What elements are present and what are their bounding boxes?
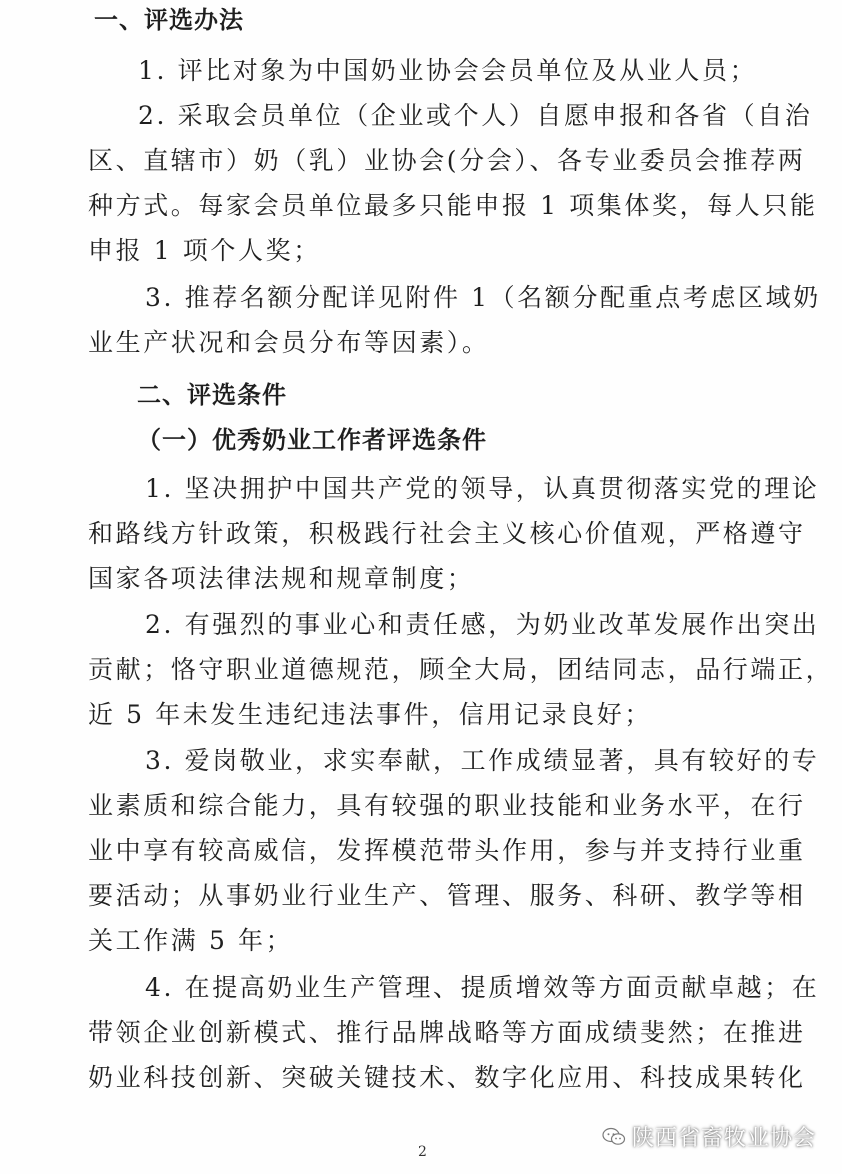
paragraph-line: 2. 采取会员单位（企业或个人）自愿申报和各省（自治 bbox=[138, 101, 813, 130]
paragraph-line: 4. 在提高奶业生产管理、提质增效等方面贡献卓越；在 bbox=[145, 973, 820, 1002]
paragraph-line: 业中享有较高威信，发挥模范带头作用，参与并支持行业重 bbox=[88, 836, 806, 865]
paragraph-line: 申报 1 项个人奖； bbox=[88, 236, 321, 265]
section-heading-2: 二、评选条件 bbox=[137, 381, 287, 409]
paragraph-line: 1. 评比对象为中国奶业协会会员单位及从业人员； bbox=[138, 56, 758, 85]
section-heading-1: 一、评选办法 bbox=[94, 6, 244, 34]
paragraph-line: 要活动；从事奶业行业生产、管理、服务、科研、教学等相 bbox=[88, 881, 806, 910]
wechat-watermark bbox=[602, 1121, 816, 1152]
page-number: 2 bbox=[418, 1144, 427, 1160]
paragraph-line: 贡献；恪守职业道德规范，顾全大局，团结同志，品行端正， bbox=[88, 655, 834, 684]
paragraph-line: 国家各项法律法规和规章制度； bbox=[88, 564, 475, 593]
paragraph-line: 2. 有强烈的事业心和责任感，为奶业改革发展作出突出 bbox=[145, 610, 820, 639]
paragraph-line: 关工作满 5 年； bbox=[88, 926, 294, 955]
paragraph-line: 3. 爱岗敬业，求实奉献，工作成绩显著，具有较好的专 bbox=[145, 746, 820, 775]
paragraph-line: 区、直辖市）奶（乳）业协会(分会）、各专业委员会推荐两 bbox=[88, 146, 806, 175]
paragraph-line: 3. 推荐名额分配详见附件 1（名额分配重点考虑区域奶 bbox=[145, 283, 821, 312]
paragraph-line: 带领企业创新模式、推行品牌战略等方面成绩斐然；在推进 bbox=[88, 1018, 806, 1047]
subsection-heading: （一）优秀奶业工作者评选条件 bbox=[137, 426, 487, 454]
paragraph-line: 1. 坚决拥护中国共产党的领导，认真贯彻落实党的理论 bbox=[145, 474, 820, 503]
paragraph-line: 业素质和综合能力，具有较强的职业技能和业务水平，在行 bbox=[88, 791, 806, 820]
watermark-text: 陕西省畜牧业协会 bbox=[631, 1126, 816, 1151]
wechat-icon bbox=[602, 1127, 626, 1147]
paragraph-line: 近 5 年未发生违纪违法事件，信用记录良好； bbox=[88, 700, 653, 729]
paragraph-line: 种方式。每家会员单位最多只能申报 1 项集体奖，每人只能 bbox=[88, 191, 818, 220]
paragraph-line: 和路线方针政策，积极践行社会主义核心价值观，严格遵守 bbox=[88, 519, 806, 548]
paragraph-line: 业生产状况和会员分布等因素）。 bbox=[88, 328, 490, 357]
paragraph-line: 奶业科技创新、突破关键技术、数字化应用、科技成果转化 bbox=[88, 1063, 806, 1092]
